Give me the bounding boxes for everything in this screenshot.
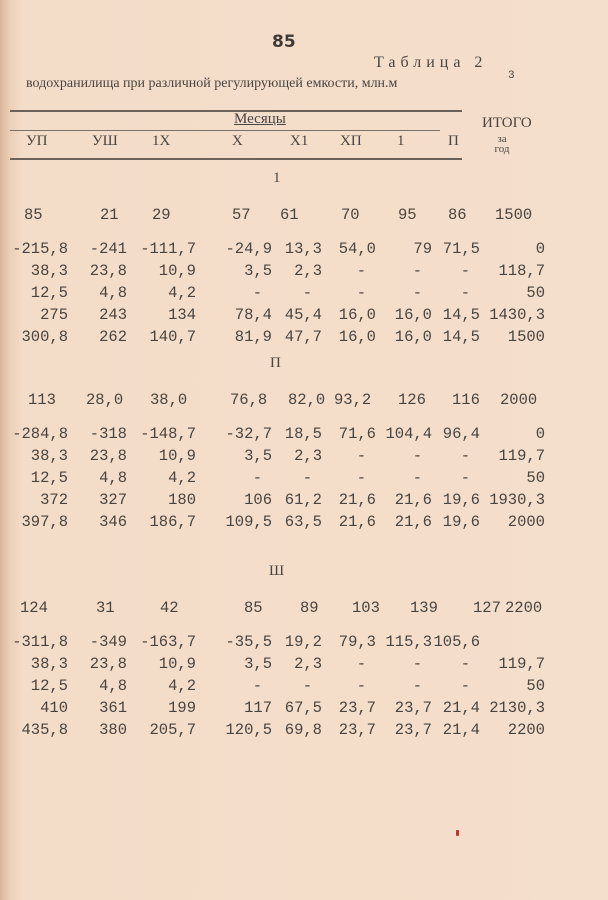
section-label: П (270, 355, 281, 371)
table-cell: 115,3 (385, 633, 432, 651)
table-cell: 14,5 (442, 306, 480, 324)
table-cell: 3,5 (244, 655, 272, 673)
table-cell: 119,7 (498, 655, 545, 673)
table-cell: 85 (24, 206, 43, 224)
table-cell: 21,6 (394, 491, 432, 509)
table-cell: 124 (20, 599, 48, 617)
table-cell: 1430,3 (489, 306, 545, 324)
table-cell: 205,7 (149, 721, 196, 739)
table-cell: 180 (168, 491, 196, 509)
table-cell: - (356, 262, 366, 280)
table-cell: 139 (410, 599, 438, 617)
column-header: ХП (340, 133, 362, 149)
table-cell: 13,3 (284, 240, 322, 258)
table-cell: 199 (168, 699, 196, 717)
table-row (0, 425, 608, 445)
table-cell: 19,6 (442, 513, 480, 531)
table-row (0, 262, 608, 282)
header-total-label: ИТОГО (482, 115, 532, 131)
table-cell: - (412, 284, 422, 302)
table-cell: 3,5 (244, 447, 272, 465)
table-cell: 76,8 (230, 391, 268, 409)
table-cell: 21,4 (442, 721, 480, 739)
table-cell: 23,7 (394, 699, 432, 717)
table-cell: 38,3 (30, 447, 68, 465)
table-cell: - (252, 469, 262, 487)
table-cell: 0 (535, 425, 545, 443)
table-cell: 116 (452, 391, 480, 409)
table-row (0, 328, 608, 348)
table-cell: 16,0 (394, 328, 432, 346)
table-cell: 327 (99, 491, 127, 509)
table-cell: 346 (99, 513, 127, 531)
column-header: Х (232, 133, 243, 149)
table-cell: 19,6 (442, 491, 480, 509)
table-cell: 4,2 (168, 677, 196, 695)
table-cell: 4,8 (99, 469, 127, 487)
table-cell: 21,6 (338, 491, 376, 509)
table-cell: 2000 (507, 513, 545, 531)
table-cell: 10,9 (158, 447, 196, 465)
table-cell: 50 (526, 284, 545, 302)
table-cell: 42 (160, 599, 179, 617)
column-header: 1 (397, 133, 405, 149)
table-cell: 372 (40, 491, 68, 509)
table-cell: 28,0 (86, 391, 124, 409)
table-cell: -111,7 (140, 240, 196, 258)
table-cell: - (356, 677, 366, 695)
table-cell: 23,8 (89, 447, 127, 465)
subtitle-superscript: 3 (508, 70, 515, 82)
table-cell: 14,5 (442, 328, 480, 346)
table-cell: 71,6 (338, 425, 376, 443)
table-cell: 95 (398, 206, 417, 224)
table-cell: -318 (89, 425, 127, 443)
table-cell: - (412, 447, 422, 465)
table-cell: 85 (244, 599, 263, 617)
table-row (0, 447, 608, 467)
table-cell: 134 (168, 306, 196, 324)
table-cell: 119,7 (498, 447, 545, 465)
table-cell: 117 (244, 699, 272, 717)
table-cell: 50 (526, 677, 545, 695)
table-cell: 3,5 (244, 262, 272, 280)
table-cell: 2200 (507, 721, 545, 739)
table-cell: 23,7 (394, 721, 432, 739)
table-cell: -215,8 (12, 240, 68, 258)
table-cell: 96,4 (442, 425, 480, 443)
table-cell: - (356, 284, 366, 302)
table-cell: 300,8 (21, 328, 68, 346)
table-row (0, 284, 608, 304)
header-group-rule (10, 130, 440, 131)
section-label: Ш (269, 563, 285, 579)
table-row (0, 240, 608, 260)
table-cell: 104,4 (385, 425, 432, 443)
table-cell: 61,2 (284, 491, 322, 509)
table-cell: 16,0 (394, 306, 432, 324)
table-cell: 21 (100, 206, 119, 224)
table-cell: - (460, 655, 470, 673)
table-cell: 16,0 (338, 306, 376, 324)
table-cell: 4,2 (168, 284, 196, 302)
column-header: УП (26, 133, 48, 149)
table-cell: -311,8 (12, 633, 68, 651)
table-cell: - (412, 262, 422, 280)
table-cell: - (356, 447, 366, 465)
table-cell: 106 (244, 491, 272, 509)
table-cell: 113 (28, 391, 56, 409)
table-cell: 262 (99, 328, 127, 346)
table-cell: 45,4 (284, 306, 322, 324)
table-cell: 18,5 (284, 425, 322, 443)
table-cell: 21,4 (442, 699, 480, 717)
column-header-total-sub: за год (494, 133, 510, 155)
table-cell: 103 (352, 599, 380, 617)
table-cell: - (302, 284, 312, 302)
table-cell: 2,3 (294, 262, 322, 280)
table-cell: 23,7 (338, 721, 376, 739)
table-cell: 23,8 (89, 655, 127, 673)
table-cell: - (412, 677, 422, 695)
header-group-label: Месяцы (234, 111, 286, 127)
table-cell: 38,0 (150, 391, 188, 409)
table-cell: 12,5 (30, 677, 68, 695)
table-cell: 12,5 (30, 469, 68, 487)
table-cell: 118,7 (498, 262, 545, 280)
table-cell: 38,3 (30, 262, 68, 280)
table-label: Таблица 2 (374, 54, 488, 71)
table-cell: -241 (89, 240, 127, 258)
table-cell: 2,3 (294, 447, 322, 465)
table-cell: 79,3 (338, 633, 376, 651)
table-cell: 2200 (505, 599, 543, 617)
table-cell: -163,7 (140, 633, 196, 651)
table-cell: 67,5 (284, 699, 322, 717)
table-subtitle: водохранилища при различной регулирующей емкости, млн.м (26, 76, 398, 91)
table-cell: 93,2 (334, 391, 372, 409)
table-cell: 12,5 (30, 284, 68, 302)
table-row (0, 633, 608, 653)
table-cell: - (356, 469, 366, 487)
table-row (0, 721, 608, 741)
table-cell: 140,7 (149, 328, 196, 346)
table-cell: -148,7 (140, 425, 196, 443)
table-cell: 2000 (500, 391, 538, 409)
table-cell: - (252, 677, 262, 695)
table-cell: 126 (398, 391, 426, 409)
table-cell: 1500 (495, 206, 533, 224)
table-cell: 57 (232, 206, 251, 224)
page-number: 85 (272, 32, 296, 52)
table-cell: 410 (40, 699, 68, 717)
table-cell: 89 (300, 599, 319, 617)
table-cell: 61 (280, 206, 299, 224)
table-cell: 31 (96, 599, 115, 617)
table-cell: 10,9 (158, 655, 196, 673)
table-row (0, 677, 608, 697)
table-cell: 70 (341, 206, 360, 224)
table-cell: 1930,3 (489, 491, 545, 509)
table-cell: 4,8 (99, 284, 127, 302)
table-cell: 380 (99, 721, 127, 739)
table-cell: 127 (473, 599, 501, 617)
table-cell: 69,8 (284, 721, 322, 739)
table-cell: 2,3 (294, 655, 322, 673)
table-cell: - (412, 469, 422, 487)
table-cell: 86 (448, 206, 467, 224)
table-cell: 10,9 (158, 262, 196, 280)
table-cell: 1500 (507, 328, 545, 346)
column-header: П (448, 133, 459, 149)
table-cell: 29 (152, 206, 171, 224)
table-cell: - (412, 655, 422, 673)
table-cell: 63,5 (284, 513, 322, 531)
table-cell: 0 (535, 240, 545, 258)
table-row (0, 306, 608, 326)
table-cell: - (356, 655, 366, 673)
table-cell: 109,5 (225, 513, 272, 531)
table-cell: 79 (413, 240, 432, 258)
table-cell: 38,3 (30, 655, 68, 673)
table-cell: 2130,3 (489, 699, 545, 717)
column-header: УШ (92, 133, 118, 149)
header-bottom-rule (10, 158, 462, 160)
table-cell: - (252, 284, 262, 302)
table-cell: - (460, 447, 470, 465)
table-cell: -35,5 (225, 633, 272, 651)
table-cell: 47,7 (284, 328, 322, 346)
table-cell: - (302, 677, 312, 695)
table-cell: 4,8 (99, 677, 127, 695)
table-cell: 82,0 (288, 391, 326, 409)
table-cell: 4,2 (168, 469, 196, 487)
column-header: 1Х (152, 133, 171, 149)
table-cell: 105,6 (433, 633, 480, 651)
table-cell: 361 (99, 699, 127, 717)
table-cell: 435,8 (21, 721, 68, 739)
table-row (0, 699, 608, 719)
section-label: 1 (273, 170, 281, 186)
table-cell: 21,6 (394, 513, 432, 531)
table-cell: 16,0 (338, 328, 376, 346)
table-row (0, 469, 608, 489)
table-cell: - (302, 469, 312, 487)
table-cell: 71,5 (442, 240, 480, 258)
table-cell: - (460, 284, 470, 302)
table-cell: 120,5 (225, 721, 272, 739)
table-cell: 21,6 (338, 513, 376, 531)
table-cell: 19,2 (284, 633, 322, 651)
table-cell: 78,4 (234, 306, 272, 324)
table-cell: - (460, 262, 470, 280)
table-cell: 81,9 (234, 328, 272, 346)
table-cell: 275 (40, 306, 68, 324)
red-ink-mark (456, 830, 459, 836)
table-cell: -349 (89, 633, 127, 651)
table-cell: -32,7 (225, 425, 272, 443)
table-cell: 243 (99, 306, 127, 324)
table-cell: - (460, 677, 470, 695)
table-cell: 50 (526, 469, 545, 487)
table-row (0, 513, 608, 533)
table-row (0, 655, 608, 675)
table-cell: 397,8 (21, 513, 68, 531)
table-cell: -24,9 (225, 240, 272, 258)
column-header: Х1 (290, 133, 309, 149)
table-cell: 54,0 (338, 240, 376, 258)
table-cell: 23,8 (89, 262, 127, 280)
table-cell: 23,7 (338, 699, 376, 717)
table-cell: 186,7 (149, 513, 196, 531)
table-cell: -284,8 (12, 425, 68, 443)
table-row (0, 491, 608, 511)
table-cell: - (460, 469, 470, 487)
